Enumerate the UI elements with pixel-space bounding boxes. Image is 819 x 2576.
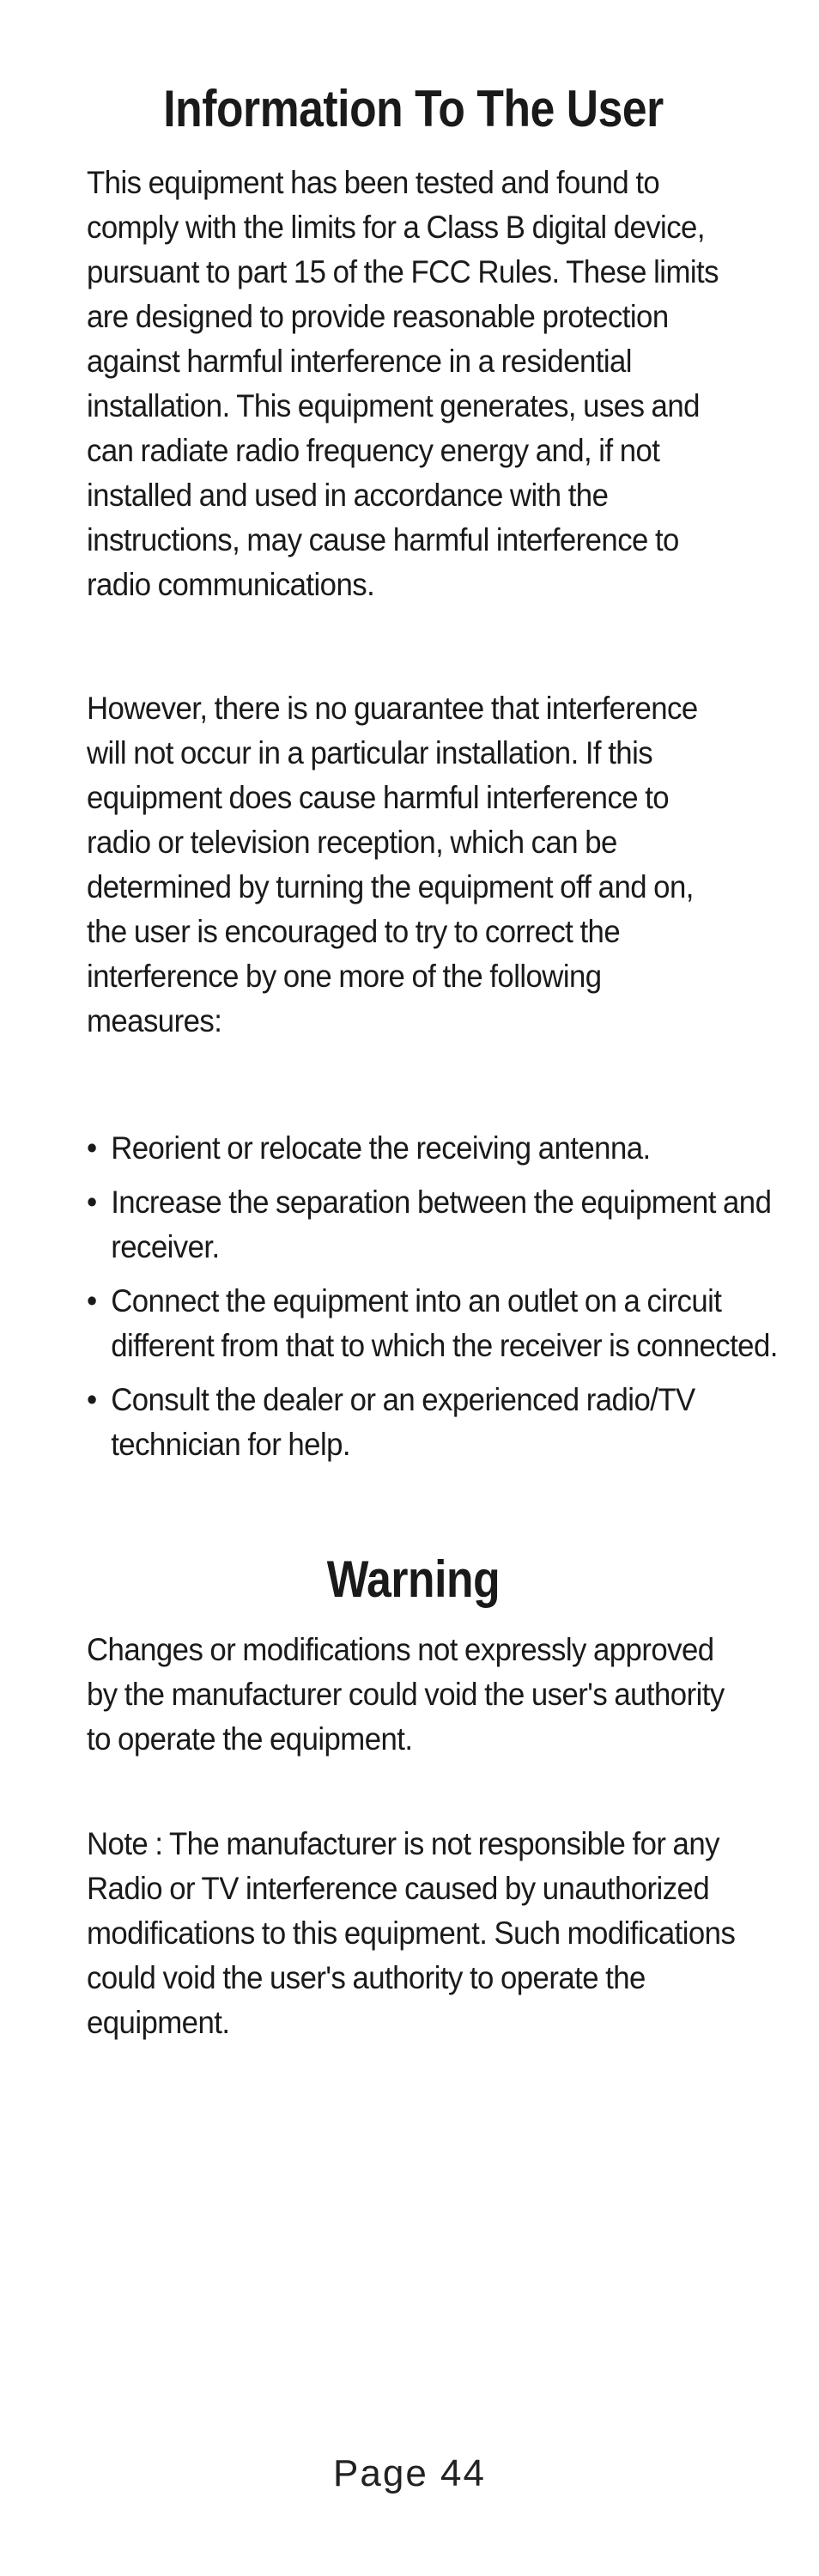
- interference-paragraph: However, there is no guarantee that interference will not occur in a particular installation. If this equipment does cause harmful interference to radio or television reception, which can be determined by turning the equipment off and on, the user is encouraged to try to correct the interference by one more of the following measures:: [87, 691, 698, 1038]
- page-number: Page 44: [333, 2452, 486, 2494]
- paragraph-spacer: [87, 607, 740, 686]
- list-item: [87, 1180, 780, 1270]
- measure-text: Consult the dealer or an experienced radio/TV technician for help.: [111, 1382, 695, 1462]
- list-item: [87, 1126, 780, 1171]
- modifications-paragraph: Changes or modifications not expressly approved by the manufacturer could void the user's authority to operate the equipment.: [87, 1632, 725, 1757]
- measure-text: Reorient or relocate the receiving antenna.: [111, 1130, 651, 1166]
- bullet-icon: •: [87, 1382, 97, 1417]
- measure-text: Connect the equipment into an outlet on a circuit different from that to which the receiver is connected.: [111, 1283, 778, 1363]
- measure-text: Increase the separation between the equipment and receiver.: [111, 1184, 772, 1264]
- list-item: [87, 1378, 780, 1467]
- bullet-icon: •: [87, 1184, 97, 1220]
- bullet-icon: •: [87, 1130, 97, 1166]
- warning-heading: Warning: [326, 1550, 500, 1608]
- page-title: Information To The User: [163, 80, 664, 137]
- paragraph-spacer: [87, 1762, 740, 1822]
- measures-list: [87, 1126, 780, 1467]
- bullet-icon: •: [87, 1283, 97, 1318]
- list-item: [87, 1279, 780, 1368]
- paragraph-spacer: [87, 1044, 740, 1126]
- fcc-compliance-paragraph: This equipment has been tested and found to comply with the limits for a Class B digital device, pursuant to part 15 of the FCC Rules. These limits are designed to provide reasonable protection against harmful interference in a residential installation. This equipment generates, uses and can radiate radio frequency energy and, if not installed and used in accordance with the instructions, may cause harmful interference to radio communications.: [87, 165, 719, 602]
- manufacturer-note-paragraph: Note : The manufacturer is not responsible for any Radio or TV interference caused by unauthorized modifications to this equipment. Such modifications could void the user's authority to operate the equipment.: [87, 1826, 736, 2040]
